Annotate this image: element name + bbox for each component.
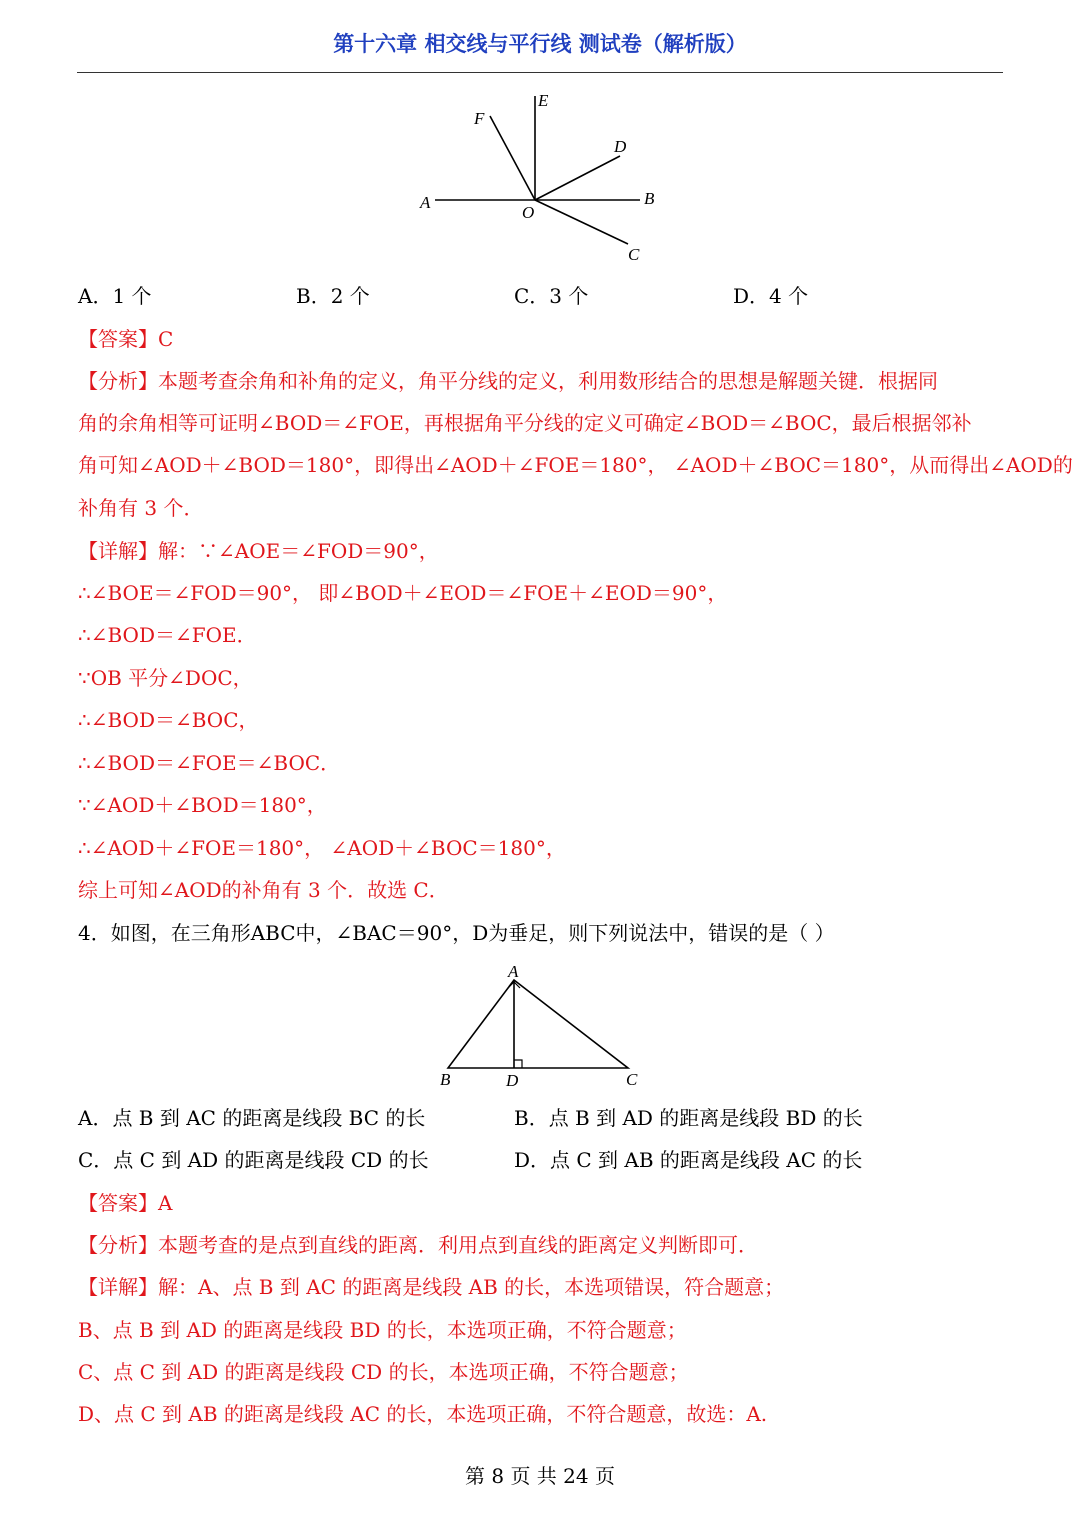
q4-detail-line-3: C、点 C 到 AD 的距离是线段 CD 的长，本选项正确，不符合题意；: [78, 1360, 689, 1384]
header-divider: [77, 72, 1003, 73]
tri-label-c: C: [626, 1070, 638, 1089]
page-title: 第十六章 相交线与平行线 测试卷（解析版）: [333, 32, 747, 56]
q4-answer: 【答案】A: [78, 1191, 173, 1215]
page-number: 第 8 页 共 24 页: [465, 1464, 615, 1488]
q3-analysis-line-4: 补角有 3 个．: [78, 496, 204, 520]
q4-stem: 4．如图，在三角形ABC中，∠BAC＝90°，D为垂足，则下列说法中，错误的是（ ）: [78, 921, 835, 945]
q3-analysis-line-3: 角可知∠AOD＋∠BOD＝180°，即得出∠AOD＋∠FOE＝180°， ∠AOD＋∠BOC＝180°，从而得出∠AOD的: [78, 453, 1073, 477]
q3-option-c: C．3 个: [514, 284, 589, 308]
q3-analysis-line-1: 【分析】本题考查余角和补角的定义，角平分线的定义，利用数形结合的思想是解题关键．根据同: [78, 369, 938, 393]
q3-option-a: A．1 个: [78, 284, 152, 308]
q3-detail-line-2: ∴∠BOE＝∠FOD＝90°， 即∠BOD＋∠EOD＝∠FOE＋∠EOD＝90°，: [78, 581, 728, 605]
q4-option-d: D．点 C 到 AB 的距离是线段 AC 的长: [514, 1148, 863, 1172]
q3-detail-line-5: ∴∠BOD＝∠BOC，: [78, 708, 259, 732]
q3-detail-line-8: ∴∠AOD＋∠FOE＝180°， ∠AOD＋∠BOC＝180°，: [78, 836, 566, 860]
label-a: A: [420, 193, 431, 212]
q3-answer: 【答案】C: [78, 327, 174, 351]
q4-option-a: A．点 B 到 AC 的距离是线段 BC 的长: [78, 1106, 426, 1130]
label-f: F: [474, 109, 485, 128]
q3-option-b: B．2 个: [296, 284, 370, 308]
q3-detail-line-6: ∴∠BOD＝∠FOE＝∠BOC．: [78, 751, 341, 775]
q3-conclusion: 综上可知∠AOD的补角有 3 个．故选 C．: [78, 878, 449, 902]
q4-analysis: 【分析】本题考查的是点到直线的距离．利用点到直线的距离定义判断即可．: [78, 1233, 758, 1257]
q3-detail-line-1: 【详解】解：∵∠AOE＝∠FOD＝90°，: [78, 539, 439, 563]
q3-detail-line-3: ∴∠BOD＝∠FOE．: [78, 623, 257, 647]
q4-detail-line-2: B、点 B 到 AD 的距离是线段 BD 的长，本选项正确，不符合题意；: [78, 1318, 687, 1342]
q3-option-d: D．4 个: [733, 284, 809, 308]
q3-detail-line-7: ∵∠AOD＋∠BOD＝180°，: [78, 793, 327, 817]
tri-label-b: B: [440, 1070, 451, 1089]
angle-figure: [410, 88, 670, 268]
label-b: B: [644, 189, 655, 208]
tri-label-a: A: [508, 962, 519, 981]
q4-option-c: C．点 C 到 AD 的距离是线段 CD 的长: [78, 1148, 429, 1172]
label-e: E: [538, 91, 549, 110]
q4-detail-line-4: D、点 C 到 AB 的距离是线段 AC 的长，本选项正确，不符合题意，故选：A.: [78, 1402, 768, 1426]
label-d: D: [614, 137, 627, 156]
q3-analysis-line-2: 角的余角相等可证明∠BOD＝∠FOE，再根据角平分线的定义可确定∠BOD＝∠BOC，最后根据邻补: [78, 411, 972, 435]
tri-label-d: D: [506, 1071, 519, 1090]
label-c: C: [628, 245, 640, 264]
label-o: O: [522, 203, 535, 222]
q4-option-b: B．点 B 到 AD 的距离是线段 BD 的长: [514, 1106, 863, 1130]
triangle-figure: [430, 960, 650, 1090]
q3-detail-line-4: ∵OB 平分∠DOC，: [78, 666, 253, 690]
q4-detail-line-1: 【详解】解：A、点 B 到 AC 的距离是线段 AB 的长，本选项错误，符合题意；: [78, 1275, 785, 1299]
